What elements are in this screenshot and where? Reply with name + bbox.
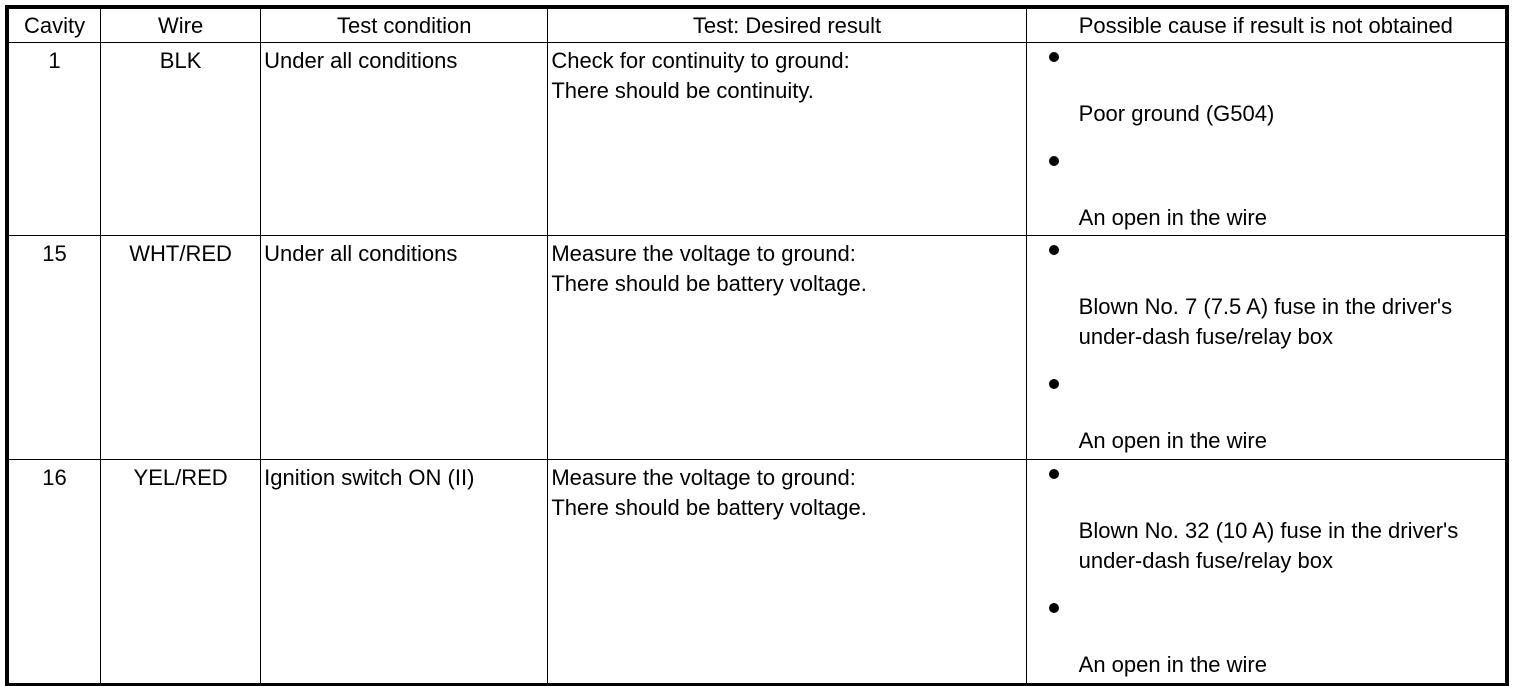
bullet-icon	[1049, 245, 1059, 255]
result-cell	[548, 460, 1026, 684]
table-row	[9, 43, 1506, 236]
cavity-cell: 16	[9, 460, 101, 684]
bullet-icon	[1049, 379, 1059, 389]
result-cell	[548, 43, 1026, 236]
cause-item	[1047, 379, 1505, 456]
cause-item	[1047, 603, 1505, 680]
table-row	[9, 236, 1506, 460]
cause-item	[1047, 52, 1505, 129]
cause-cell	[1026, 43, 1505, 236]
bullet-icon	[1049, 469, 1059, 479]
cavity-cell: 1	[9, 43, 101, 236]
cause-cell	[1026, 460, 1505, 684]
result-line: Measure the voltage to ground:	[551, 241, 856, 266]
result-line: Measure the voltage to ground:	[551, 465, 856, 490]
header-possible-cause: Possible cause if result is not obtained	[1026, 9, 1505, 43]
bullet-icon	[1049, 52, 1059, 62]
cause-text: An open in the wire	[1078, 652, 1267, 677]
header-row	[9, 9, 1506, 43]
bullet-icon	[1049, 603, 1059, 613]
wire-cell: YEL/RED	[101, 460, 261, 684]
cause-item	[1047, 156, 1505, 233]
connector-test-table	[8, 8, 1506, 684]
cause-text: An open in the wire	[1078, 205, 1267, 230]
condition-cell: Under all conditions	[261, 236, 548, 460]
result-line: There should be battery voltage.	[551, 271, 867, 296]
cause-text: Blown No. 7 (7.5 A) fuse in the driver's under-dash fuse/relay box	[1078, 294, 1453, 349]
condition-cell: Ignition switch ON (II)	[261, 460, 548, 684]
header-wire: Wire	[101, 9, 261, 43]
table-row	[9, 460, 1506, 684]
header-cavity: Cavity	[9, 9, 101, 43]
cause-item	[1047, 245, 1505, 352]
header-test-condition: Test condition	[261, 9, 548, 43]
result-line: There should be battery voltage.	[551, 495, 867, 520]
cause-item	[1047, 469, 1505, 576]
condition-cell: Under all conditions	[261, 43, 548, 236]
result-cell	[548, 236, 1026, 460]
result-line: There should be continuity.	[551, 78, 814, 103]
cause-text: Blown No. 32 (10 A) fuse in the driver's under-dash fuse/relay box	[1078, 518, 1459, 573]
wire-cell: WHT/RED	[101, 236, 261, 460]
result-line: Check for continuity to ground:	[551, 48, 850, 73]
cause-text: Poor ground (G504)	[1078, 101, 1275, 126]
wire-cell: BLK	[101, 43, 261, 236]
header-desired-result: Test: Desired result	[548, 9, 1026, 43]
bullet-icon	[1049, 156, 1059, 166]
cause-cell	[1026, 236, 1505, 460]
cause-text: An open in the wire	[1078, 428, 1267, 453]
cavity-cell: 15	[9, 236, 101, 460]
